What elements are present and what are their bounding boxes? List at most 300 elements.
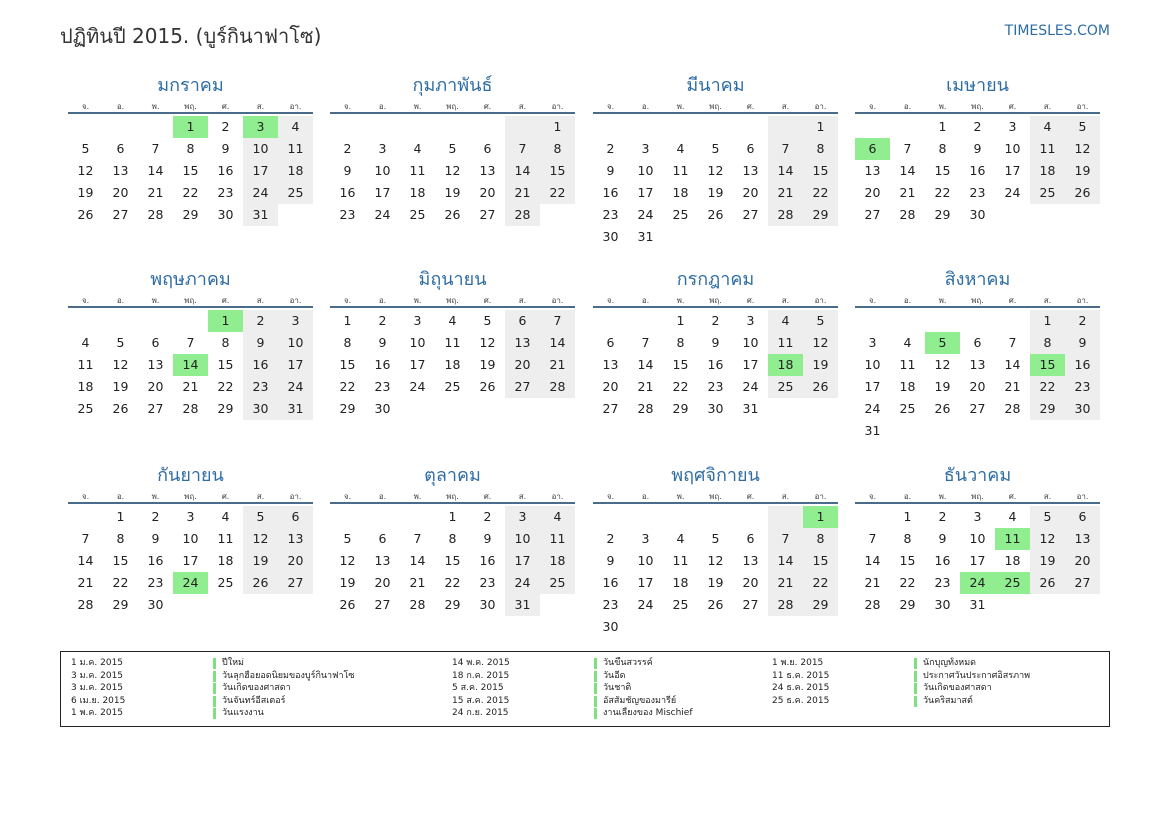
day: 18	[672, 575, 689, 590]
day: 23	[339, 207, 356, 222]
day: 24	[1004, 185, 1021, 200]
day: 16	[602, 575, 619, 590]
empty-day	[628, 506, 663, 528]
day: 29	[217, 401, 234, 416]
day: 17	[969, 553, 986, 568]
day: 23	[602, 207, 619, 222]
day: 31	[278, 398, 313, 420]
empty-day	[365, 116, 400, 138]
empty-day	[855, 116, 890, 138]
weekday-label: พ.	[151, 102, 160, 111]
day: 1	[448, 509, 457, 524]
day: 28	[77, 597, 94, 612]
day: 15	[540, 160, 575, 182]
day: 25	[77, 401, 94, 416]
month-name: มิถุนายน	[418, 269, 487, 290]
day: 2	[606, 141, 615, 156]
weekday-label: อา.	[551, 296, 564, 305]
holiday-row	[71, 707, 354, 720]
holiday-name: วันลุกฮือยอดนิยมของบูร์กินาฟาโซ	[222, 670, 355, 681]
weekday-header	[330, 294, 575, 308]
month-3	[593, 72, 838, 248]
weekday-label: ศ.	[221, 102, 230, 111]
day: 5	[1065, 116, 1100, 138]
holiday-day: 14	[173, 354, 208, 376]
day: 23	[479, 575, 496, 590]
weekday-label: พ.	[938, 102, 947, 111]
weekday-label: จ.	[606, 296, 615, 305]
weekday-label: ศ.	[483, 296, 492, 305]
day: 7	[505, 138, 540, 160]
day: 1	[938, 119, 947, 134]
empty-day	[593, 506, 628, 528]
weekday-label: จ.	[343, 102, 352, 111]
day: 28	[864, 597, 881, 612]
day: 20	[742, 575, 759, 590]
day: 7	[768, 528, 803, 550]
day-grid	[68, 506, 313, 616]
day: 8	[448, 531, 457, 546]
day: 12	[243, 528, 278, 550]
day: 4	[540, 506, 575, 528]
weekday-label: ส.	[781, 492, 790, 501]
weekday-header	[330, 100, 575, 114]
holiday-name: ประกาศวันประกาศอิสรภาพ	[923, 670, 1031, 681]
day: 11	[1030, 138, 1065, 160]
weekday-header	[593, 294, 838, 308]
day: 27	[374, 597, 391, 612]
empty-day	[768, 116, 803, 138]
weekday-label: อ.	[378, 492, 387, 501]
weekday-label: อ.	[116, 492, 125, 501]
day: 13	[112, 163, 129, 178]
holiday-column	[452, 657, 693, 720]
day: 1	[803, 116, 838, 138]
holiday-marker	[914, 683, 917, 694]
weekday-label: อ.	[641, 296, 650, 305]
weekday-label: ส.	[256, 492, 265, 501]
day: 22	[339, 379, 356, 394]
day: 16	[602, 185, 619, 200]
day: 13	[147, 357, 164, 372]
month-12	[855, 462, 1100, 616]
day: 24	[278, 376, 313, 398]
day: 14	[409, 553, 426, 568]
day: 8	[1030, 332, 1065, 354]
day: 14	[505, 160, 540, 182]
day: 16	[934, 553, 951, 568]
day: 11	[217, 531, 234, 546]
weekday-header	[68, 490, 313, 504]
day: 12	[77, 163, 94, 178]
day-grid	[68, 116, 313, 226]
day: 26	[707, 597, 724, 612]
day: 11	[278, 138, 313, 160]
day: 2	[606, 531, 615, 546]
day: 11	[768, 332, 803, 354]
day: 10	[1004, 141, 1021, 156]
empty-day	[855, 310, 890, 332]
day: 13	[969, 357, 986, 372]
day: 13	[278, 528, 313, 550]
day: 30	[969, 207, 986, 222]
day: 30	[707, 401, 724, 416]
empty-day	[68, 116, 103, 138]
day: 23	[969, 185, 986, 200]
day: 7	[641, 335, 650, 350]
day: 10	[969, 531, 986, 546]
weekday-label: ศ.	[1008, 102, 1017, 111]
day: 10	[243, 138, 278, 160]
weekday-label: พฤ.	[971, 492, 984, 501]
empty-day	[925, 310, 960, 332]
holiday-name: นักบุญทั้งหมด	[923, 658, 977, 668]
holiday-row	[452, 695, 693, 708]
month-10	[330, 462, 575, 616]
day: 6	[746, 531, 755, 546]
month-7	[593, 266, 838, 420]
holiday-day: 18	[768, 354, 803, 376]
day: 23	[147, 575, 164, 590]
day: 26	[803, 376, 838, 398]
weekday-label: อ.	[903, 102, 912, 111]
holiday-marker	[594, 696, 597, 707]
holiday-name: วันชาติ	[603, 683, 632, 694]
day: 24	[864, 401, 881, 416]
empty-day	[890, 310, 925, 332]
day: 15	[934, 163, 951, 178]
day: 17	[505, 550, 540, 572]
day: 16	[969, 163, 986, 178]
day: 30	[1065, 398, 1100, 420]
day: 10	[505, 528, 540, 550]
day: 23	[217, 185, 234, 200]
holiday-marker	[594, 671, 597, 682]
day: 21	[505, 182, 540, 204]
weekday-label: ส.	[518, 102, 527, 111]
day: 5	[81, 141, 90, 156]
weekday-label: อา.	[289, 492, 302, 501]
day: 25	[672, 597, 689, 612]
day: 31	[637, 229, 654, 244]
day: 31	[505, 594, 540, 616]
empty-day	[855, 506, 890, 528]
day: 3	[641, 531, 650, 546]
day: 24	[243, 182, 278, 204]
day: 25	[444, 379, 461, 394]
holiday-date: 3 ม.ค. 2015	[71, 683, 124, 694]
day: 25	[217, 575, 234, 590]
empty-day	[505, 116, 540, 138]
day: 17	[1004, 163, 1021, 178]
holiday-row	[452, 682, 693, 695]
day: 27	[742, 207, 759, 222]
day: 1	[903, 509, 912, 524]
month-4	[855, 72, 1100, 226]
holiday-day: 11	[995, 528, 1030, 550]
day: 27	[112, 207, 129, 222]
holiday-day: 3	[243, 116, 278, 138]
day: 28	[409, 597, 426, 612]
day: 19	[77, 185, 94, 200]
day: 22	[934, 185, 951, 200]
empty-day	[138, 116, 173, 138]
holiday-day: 25	[995, 572, 1030, 594]
holiday-row	[772, 695, 1030, 708]
holiday-date: 1 พ.ค. 2015	[71, 708, 124, 719]
holiday-row	[772, 670, 1030, 683]
day: 18	[1030, 160, 1065, 182]
day: 26	[707, 207, 724, 222]
weekday-label: พฤ.	[971, 102, 984, 111]
holiday-marker	[594, 683, 597, 694]
holiday-column	[772, 657, 1030, 707]
day: 26	[479, 379, 496, 394]
empty-day	[698, 116, 733, 138]
day: 13	[602, 357, 619, 372]
day: 5	[448, 141, 457, 156]
weekday-header	[855, 490, 1100, 504]
weekday-label: ศ.	[746, 492, 755, 501]
day: 3	[413, 313, 422, 328]
weekday-label: ส.	[1043, 296, 1052, 305]
weekday-header	[68, 294, 313, 308]
empty-day	[698, 506, 733, 528]
day: 3	[641, 141, 650, 156]
day-grid	[855, 116, 1100, 226]
day: 30	[602, 619, 619, 634]
day: 30	[479, 597, 496, 612]
holiday-date: 18 ก.ค. 2015	[452, 670, 510, 681]
day: 7	[413, 531, 422, 546]
holiday-row	[772, 682, 1030, 695]
day: 24	[637, 597, 654, 612]
holiday-list	[60, 651, 1110, 727]
day: 15	[339, 357, 356, 372]
holiday-date: 24 ก.ย. 2015	[452, 708, 509, 719]
day: 19	[934, 379, 951, 394]
day: 27	[505, 376, 540, 398]
day: 31	[864, 423, 881, 438]
weekday-label: ส.	[256, 102, 265, 111]
day: 29	[899, 597, 916, 612]
holiday-name: วันขึ้นสวรรค์	[603, 658, 653, 668]
holiday-row	[772, 657, 1030, 670]
day: 28	[147, 207, 164, 222]
weekday-label: อา.	[814, 296, 827, 305]
day: 8	[221, 335, 230, 350]
day: 12	[707, 553, 724, 568]
day: 21	[864, 575, 881, 590]
month-2	[330, 72, 575, 226]
weekday-label: จ.	[868, 296, 877, 305]
day: 10	[374, 163, 391, 178]
day: 17	[374, 185, 391, 200]
weekday-label: ศ.	[483, 492, 492, 501]
day: 3	[973, 509, 982, 524]
weekday-label: พฤ.	[184, 296, 197, 305]
day: 13	[864, 163, 881, 178]
empty-day	[663, 116, 698, 138]
day: 28	[899, 207, 916, 222]
weekday-label: ส.	[256, 296, 265, 305]
weekday-label: ศ.	[221, 492, 230, 501]
month-name: พฤษภาคม	[150, 269, 231, 290]
day: 29	[112, 597, 129, 612]
day: 4	[413, 141, 422, 156]
day: 27	[602, 401, 619, 416]
day: 4	[1008, 509, 1017, 524]
day: 13	[742, 553, 759, 568]
weekday-label: อ.	[903, 492, 912, 501]
day: 20	[479, 185, 496, 200]
empty-day	[400, 506, 435, 528]
day-grid	[593, 310, 838, 420]
empty-day	[330, 116, 365, 138]
month-name: พฤศจิกายน	[671, 465, 760, 486]
weekday-label: พฤ.	[184, 102, 197, 111]
day: 26	[243, 572, 278, 594]
month-5	[68, 266, 313, 420]
day: 3	[278, 310, 313, 332]
day: 18	[217, 553, 234, 568]
day: 23	[243, 376, 278, 398]
day: 2	[151, 509, 160, 524]
day: 2	[378, 313, 387, 328]
day: 16	[374, 357, 391, 372]
day: 8	[938, 141, 947, 156]
day: 14	[899, 163, 916, 178]
day: 2	[973, 119, 982, 134]
weekday-label: อา.	[1076, 492, 1089, 501]
day: 22	[540, 182, 575, 204]
holiday-name: วันเกิดของศาสดา	[222, 683, 291, 694]
holiday-day: 6	[855, 138, 890, 160]
holiday-day: 1	[208, 310, 243, 332]
day: 11	[540, 528, 575, 550]
site-link[interactable]: TIMESLES.COM	[1004, 23, 1110, 39]
day: 28	[768, 204, 803, 226]
day: 4	[81, 335, 90, 350]
day: 16	[147, 553, 164, 568]
weekday-label: พ.	[676, 492, 685, 501]
day: 18	[278, 160, 313, 182]
day: 25	[1030, 182, 1065, 204]
day: 16	[1065, 354, 1100, 376]
holiday-day: 5	[925, 332, 960, 354]
holiday-marker	[213, 683, 216, 694]
holiday-name: วันคริสมาสต์	[923, 695, 973, 706]
day: 1	[676, 313, 685, 328]
holiday-row	[71, 670, 354, 683]
month-name: สิงหาคม	[944, 269, 1011, 290]
empty-day	[890, 116, 925, 138]
day: 28	[540, 376, 575, 398]
day: 18	[77, 379, 94, 394]
day: 19	[1030, 550, 1065, 572]
day: 13	[374, 553, 391, 568]
day: 24	[374, 207, 391, 222]
holiday-date: 11 ธ.ค. 2015	[772, 670, 830, 681]
day: 6	[116, 141, 125, 156]
weekday-label: พฤ.	[709, 296, 722, 305]
empty-day	[470, 116, 505, 138]
day: 15	[899, 553, 916, 568]
day: 25	[278, 182, 313, 204]
holiday-marker	[213, 708, 216, 719]
holiday-marker	[914, 671, 917, 682]
day: 14	[864, 553, 881, 568]
empty-day	[103, 116, 138, 138]
weekday-label: อา.	[551, 102, 564, 111]
weekday-label: ส.	[518, 492, 527, 501]
day: 12	[339, 553, 356, 568]
day: 30	[243, 398, 278, 420]
day: 27	[278, 572, 313, 594]
weekday-header	[855, 100, 1100, 114]
day: 8	[116, 531, 125, 546]
month-name: ตุลาคม	[424, 465, 481, 486]
weekday-label: พ.	[938, 492, 947, 501]
day-grid	[593, 506, 838, 638]
day: 4	[676, 141, 685, 156]
day: 7	[540, 310, 575, 332]
day: 19	[112, 379, 129, 394]
day: 29	[672, 401, 689, 416]
holiday-row	[71, 682, 354, 695]
weekday-header	[855, 294, 1100, 308]
day: 5	[343, 531, 352, 546]
weekday-label: จ.	[81, 492, 90, 501]
day: 21	[768, 182, 803, 204]
day: 21	[182, 379, 199, 394]
day: 14	[77, 553, 94, 568]
day: 26	[934, 401, 951, 416]
day: 25	[899, 401, 916, 416]
day: 9	[151, 531, 160, 546]
holiday-row	[71, 657, 354, 670]
day: 22	[217, 379, 234, 394]
weekday-label: ศ.	[746, 296, 755, 305]
day: 30	[374, 401, 391, 416]
day: 22	[672, 379, 689, 394]
weekday-label: พฤ.	[446, 102, 459, 111]
weekday-label: จ.	[343, 492, 352, 501]
day: 2	[938, 509, 947, 524]
day: 18	[409, 185, 426, 200]
day: 16	[217, 163, 234, 178]
day: 22	[803, 572, 838, 594]
day: 22	[444, 575, 461, 590]
day: 9	[378, 335, 387, 350]
holiday-day: 1	[803, 506, 838, 528]
holiday-marker	[914, 696, 917, 707]
day: 26	[1030, 572, 1065, 594]
day: 3	[746, 313, 755, 328]
day: 8	[186, 141, 195, 156]
weekday-header	[593, 100, 838, 114]
empty-day	[68, 506, 103, 528]
day-grid	[330, 506, 575, 616]
empty-day	[400, 116, 435, 138]
day: 18	[540, 550, 575, 572]
month-9	[68, 462, 313, 616]
holiday-day: 1	[173, 116, 208, 138]
day: 16	[479, 553, 496, 568]
holiday-date: 1 ม.ค. 2015	[71, 658, 124, 668]
day: 20	[505, 354, 540, 376]
weekday-label: พ.	[676, 296, 685, 305]
